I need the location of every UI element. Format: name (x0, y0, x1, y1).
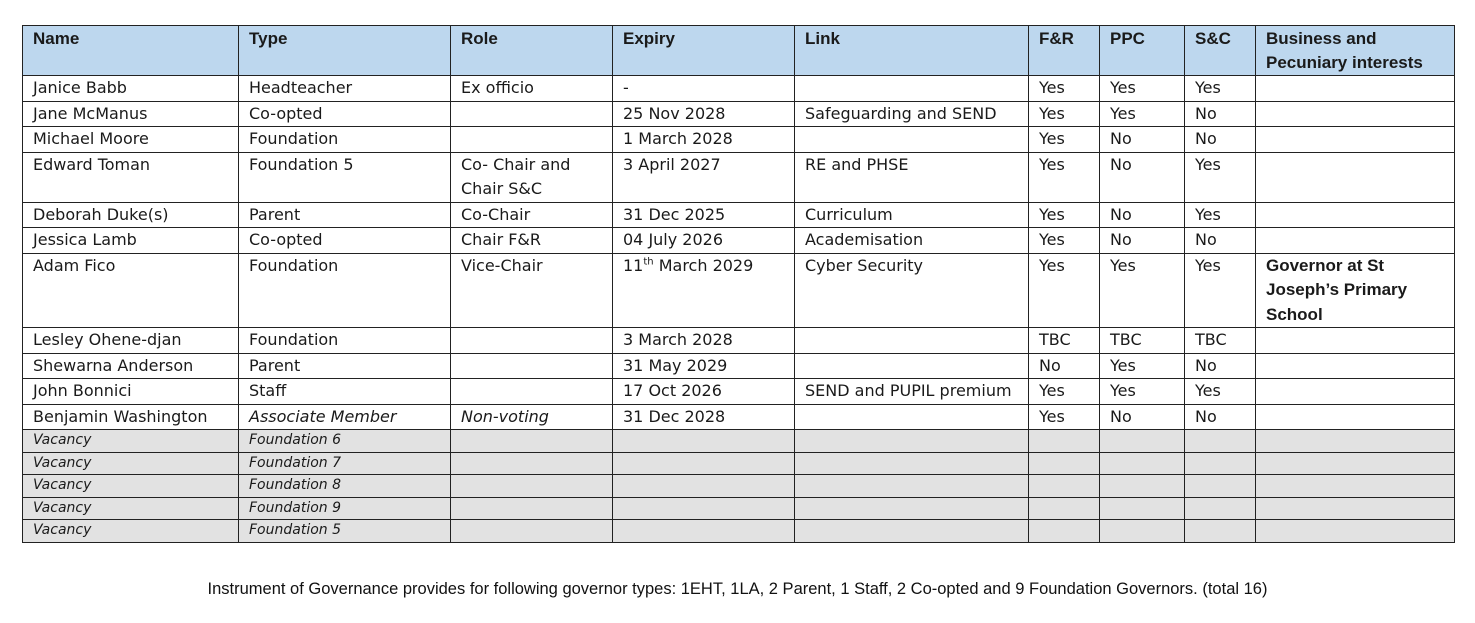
cell-type: Parent (239, 353, 451, 379)
cell-sc: No (1185, 127, 1256, 153)
cell-sc: No (1185, 404, 1256, 430)
cell-link (795, 127, 1029, 153)
cell-link (795, 404, 1029, 430)
cell-expiry: 31 Dec 2025 (613, 202, 795, 228)
cell-name: Michael Moore (23, 127, 239, 153)
table-row (23, 404, 1455, 430)
cell-name: Janice Babb (23, 76, 239, 102)
cell-interests: Governor at St Joseph’s Primary School (1256, 253, 1455, 328)
header-fr: F&R (1029, 26, 1100, 76)
cell-link (795, 328, 1029, 354)
cell-expiry: 31 Dec 2028 (613, 404, 795, 430)
cell-fr: Yes (1029, 228, 1100, 254)
vacancy-row (23, 520, 1455, 543)
table-row (23, 353, 1455, 379)
expiry-rest: March 2029 (653, 255, 754, 275)
expiry-day-suffix: th (643, 256, 654, 268)
header-name: Name (23, 26, 239, 76)
cell-fr: Yes (1029, 404, 1100, 430)
vacancy-row (23, 430, 1455, 453)
cell-type: Foundation (239, 127, 451, 153)
cell-role (451, 127, 613, 153)
cell-type: Foundation 5 (239, 520, 451, 543)
cell-type: Foundation (239, 253, 451, 328)
cell-ppc: Yes (1100, 379, 1185, 405)
cell-name: Deborah Duke(s) (23, 202, 239, 228)
cell-name: John Bonnici (23, 379, 239, 405)
cell-link: Academisation (795, 228, 1029, 254)
cell-name: Lesley Ohene-djan (23, 328, 239, 354)
cell-interests (1256, 101, 1455, 127)
cell-fr: TBC (1029, 328, 1100, 354)
vacancy-row (23, 497, 1455, 520)
cell-expiry: 3 April 2027 (613, 152, 795, 202)
cell-expiry: 1 March 2028 (613, 127, 795, 153)
vacancy-row (23, 475, 1455, 498)
cell-link: Cyber Security (795, 253, 1029, 328)
cell-expiry: 25 Nov 2028 (613, 101, 795, 127)
table-row (23, 101, 1455, 127)
header-expiry: Expiry (613, 26, 795, 76)
cell-type: Foundation 7 (239, 452, 451, 475)
cell-fr: Yes (1029, 152, 1100, 202)
table-row (23, 228, 1455, 254)
cell-sc: No (1185, 228, 1256, 254)
cell-type: Headteacher (239, 76, 451, 102)
cell-fr: Yes (1029, 202, 1100, 228)
governors-table (22, 25, 1455, 543)
cell-fr: Yes (1029, 101, 1100, 127)
cell-link: SEND and PUPIL premium (795, 379, 1029, 405)
header-row (23, 26, 1455, 76)
cell-type: Foundation 9 (239, 497, 451, 520)
cell-ppc: No (1100, 127, 1185, 153)
header-sc: S&C (1185, 26, 1256, 76)
cell-link (795, 76, 1029, 102)
table-row (23, 127, 1455, 153)
cell-name: Edward Toman (23, 152, 239, 202)
cell-type: Parent (239, 202, 451, 228)
cell-type: Foundation (239, 328, 451, 354)
cell-name: Vacancy (23, 497, 239, 520)
cell-sc: Yes (1185, 202, 1256, 228)
table-row (23, 202, 1455, 228)
cell-type: Foundation 5 (239, 152, 451, 202)
cell-interests (1256, 127, 1455, 153)
cell-fr: Yes (1029, 76, 1100, 102)
cell-sc: TBC (1185, 328, 1256, 354)
cell-name: Vacancy (23, 520, 239, 543)
cell-sc: Yes (1185, 379, 1256, 405)
cell-interests (1256, 76, 1455, 102)
header-ppc: PPC (1100, 26, 1185, 76)
cell-name: Vacancy (23, 475, 239, 498)
cell-type: Foundation 6 (239, 430, 451, 453)
expiry-day: 11 (623, 255, 644, 275)
cell-role: Co- Chair and Chair S&C (451, 152, 613, 202)
cell-interests (1256, 202, 1455, 228)
cell-link: RE and PHSE (795, 152, 1029, 202)
cell-interests (1256, 379, 1455, 405)
cell-sc: Yes (1185, 76, 1256, 102)
cell-role: Co-Chair (451, 202, 613, 228)
cell-link: Curriculum (795, 202, 1029, 228)
cell-type: Co-opted (239, 228, 451, 254)
cell-interests (1256, 228, 1455, 254)
cell-interests (1256, 404, 1455, 430)
cell-role: Ex officio (451, 76, 613, 102)
cell-type: Foundation 8 (239, 475, 451, 498)
cell-expiry: 17 Oct 2026 (613, 379, 795, 405)
cell-ppc: No (1100, 202, 1185, 228)
cell-link: Safeguarding and SEND (795, 101, 1029, 127)
cell-sc: No (1185, 101, 1256, 127)
cell-ppc: Yes (1100, 76, 1185, 102)
cell-role: Vice-Chair (451, 253, 613, 328)
cell-ppc: No (1100, 404, 1185, 430)
cell-name: Vacancy (23, 430, 239, 453)
table-row (23, 328, 1455, 354)
header-business-interests: Business and Pecuniary interests (1256, 26, 1455, 76)
table-row (23, 152, 1455, 202)
cell-expiry: 3 March 2028 (613, 328, 795, 354)
cell-expiry: - (613, 76, 795, 102)
governance-footnote: Instrument of Governance provides for following governor types: 1EHT, 1LA, 2 Parent, 1 Staff, 2 Co-opted and 9 Foundation Governors. (total 16) (207, 580, 1268, 598)
cell-interests (1256, 152, 1455, 202)
cell-name: Vacancy (23, 452, 239, 475)
cell-interests (1256, 353, 1455, 379)
cell-role (451, 353, 613, 379)
cell-role (451, 379, 613, 405)
cell-role: Non-voting (451, 404, 613, 430)
cell-sc: No (1185, 353, 1256, 379)
cell-ppc: Yes (1100, 253, 1185, 328)
cell-name: Shewarna Anderson (23, 353, 239, 379)
vacancy-row (23, 452, 1455, 475)
cell-ppc: TBC (1100, 328, 1185, 354)
cell-role (451, 328, 613, 354)
cell-fr: No (1029, 353, 1100, 379)
cell-type: Staff (239, 379, 451, 405)
cell-sc: Yes (1185, 152, 1256, 202)
cell-ppc: Yes (1100, 101, 1185, 127)
cell-name: Jane McManus (23, 101, 239, 127)
table-row (23, 76, 1455, 102)
header-role: Role (451, 26, 613, 76)
cell-name: Benjamin Washington (23, 404, 239, 430)
cell-sc: Yes (1185, 253, 1256, 328)
table-row (23, 379, 1455, 405)
cell-interests (1256, 328, 1455, 354)
cell-type: Co-opted (239, 101, 451, 127)
cell-expiry: 04 July 2026 (613, 228, 795, 254)
table-row (23, 253, 1455, 328)
cell-fr: Yes (1029, 127, 1100, 153)
cell-ppc: No (1100, 228, 1185, 254)
cell-fr: Yes (1029, 379, 1100, 405)
cell-name: Jessica Lamb (23, 228, 239, 254)
cell-fr: Yes (1029, 253, 1100, 328)
header-type: Type (239, 26, 451, 76)
cell-ppc: No (1100, 152, 1185, 202)
cell-role: Chair F&R (451, 228, 613, 254)
cell-expiry (613, 253, 795, 328)
cell-type: Associate Member (239, 404, 451, 430)
cell-link (795, 353, 1029, 379)
header-link: Link (795, 26, 1029, 76)
cell-ppc: Yes (1100, 353, 1185, 379)
cell-name: Adam Fico (23, 253, 239, 328)
cell-role (451, 101, 613, 127)
cell-expiry: 31 May 2029 (613, 353, 795, 379)
